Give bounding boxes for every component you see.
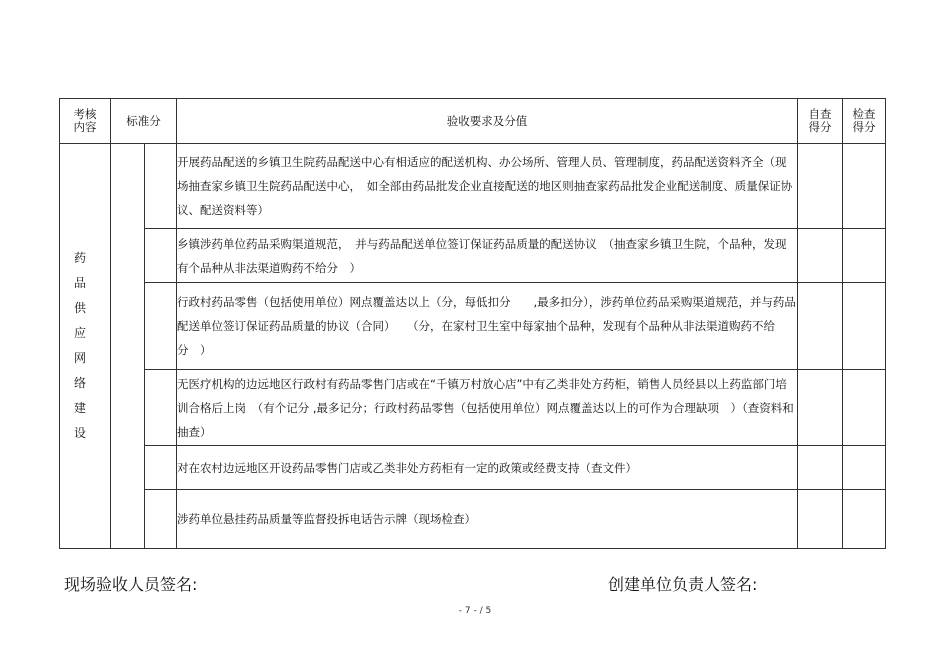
header-check-line2: 得分 (852, 120, 876, 134)
header-self-line1: 自查 (808, 107, 832, 121)
table-row (60, 229, 886, 283)
requirement-cell: 对在农村边远地区开设药品零售门店或乙类非处方药柜有一定的政策或经费支持（查文件） (177, 446, 798, 490)
std-score-cell-a (111, 144, 145, 549)
category-line: 供 应 (73, 301, 96, 340)
std-score-cell (145, 490, 177, 549)
requirement-cell: 开展药品配送的乡镇卫生院药品配送中心有相适应的配送机构、办公场所、管理人员、管理制度，药品配送资料齐全（现场抽查家乡镇卫生院药品配送中心， 如全部由药品批发企业直接配送的地区则抽查家药品批发企业配送制度、质量保证协议、配送资料等） (177, 144, 798, 229)
category-cell (60, 144, 111, 549)
header-item (60, 99, 111, 144)
self-score-cell (798, 446, 843, 490)
table-row (60, 490, 886, 549)
self-score-cell (798, 370, 843, 446)
unit-head-signature-label: 创建单位负责人签名: (608, 575, 758, 594)
inspection-table (59, 98, 886, 549)
header-std-score: 标准分 (111, 99, 177, 144)
page-number: - 7 - / 5 (458, 606, 492, 616)
self-score-cell (798, 283, 843, 370)
category-line: 建 设 (73, 401, 96, 440)
header-requirement: 验收要求及分值 (177, 99, 798, 144)
check-score-cell (843, 490, 886, 549)
self-score-cell (798, 229, 843, 283)
header-check-score (843, 99, 886, 144)
std-score-cell (145, 283, 177, 370)
check-score-cell (843, 370, 886, 446)
check-score-cell (843, 229, 886, 283)
table-row (60, 283, 886, 370)
requirement-cell: 无医疗机构的边远地区行政村有药品零售门店或在“千镇万村放心店”中有乙类非处方药柜，销售人员经县以上药监部门培训合格后上岗 （有个记分 ,最多记分；行政村药品零售（包括使用单位）网点覆盖达以上的可作为合理缺项 ）（查资料和抽查） (177, 370, 798, 446)
std-score-cell (145, 370, 177, 446)
inspector-signature-label: 现场验收人员签名: (64, 575, 198, 594)
category-line: 网 络 (73, 351, 96, 390)
table-row (60, 370, 886, 446)
header-item-line1: 考核 (73, 107, 97, 121)
std-score-cell (145, 229, 177, 283)
std-score-cell (145, 144, 177, 229)
check-score-cell (843, 283, 886, 370)
std-score-cell (145, 446, 177, 490)
header-row (60, 99, 886, 144)
requirement-cell: 乡镇涉药单位药品采购渠道规范， 并与药品配送单位签订保证药品质量的配送协议 （抽查家乡镇卫生院，个品种，发现有个品种从非法渠道购药不给分 ） (177, 229, 798, 283)
header-check-line1: 检查 (852, 107, 876, 121)
self-score-cell (798, 490, 843, 549)
category-line: 药 品 (73, 251, 96, 290)
requirement-cell: 行政村药品零售（包括使用单位）网点覆盖达以上（分，每低扣分 ,最多扣分），涉药单位药品采购渠道规范，并与药品配送单位签订保证药品质量的协议（合同） （分，在家村卫生室中每家抽个品种，发现有个品种从非法渠道购药不给分 ） (177, 283, 798, 370)
self-score-cell (798, 144, 843, 229)
check-score-cell (843, 144, 886, 229)
requirement-cell: 涉药单位悬挂药品质量等监督投拆电话告示牌（现场检查） (177, 490, 798, 549)
check-score-cell (843, 446, 886, 490)
header-item-line2: 内容 (73, 120, 97, 134)
table-row (60, 144, 886, 229)
header-self-score (798, 99, 843, 144)
table-row (60, 446, 886, 490)
header-self-line2: 得分 (808, 120, 832, 134)
